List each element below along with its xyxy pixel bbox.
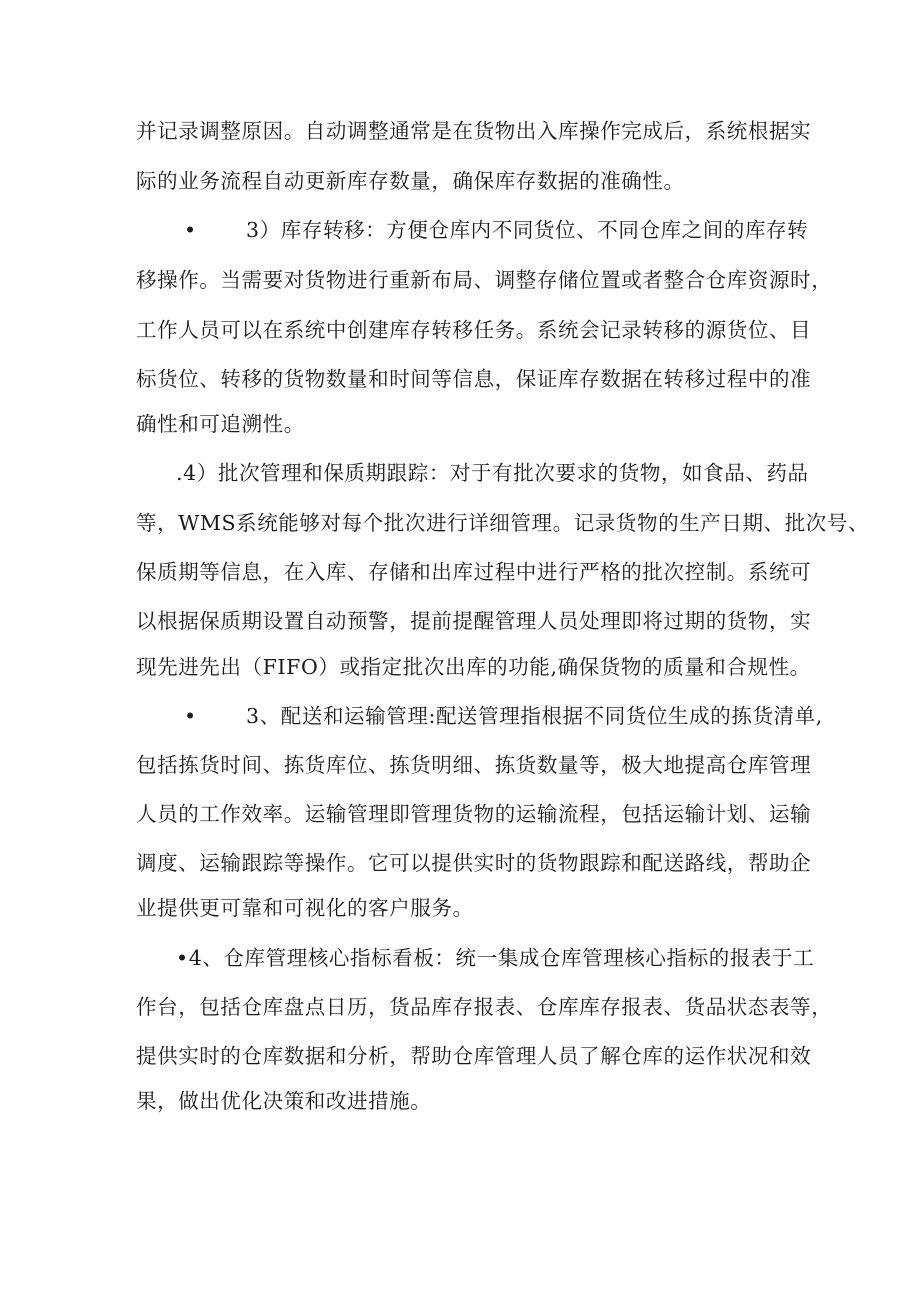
paragraph-4-line-2: 包括拣货时间、拣货库位、拣货明细、拣货数量等，极大地提高仓库管理 — [136, 753, 812, 777]
paragraph-2-line-2: 移操作。当需要对货物进行重新布局、调整存储位置或者整合仓库资源时， — [136, 268, 833, 292]
paragraph-1-line-1: 并记录调整原因。自动调整通常是在货物出入库操作完成后，系统根据实 — [136, 119, 812, 143]
paragraph-4-line-5: 业提供更可靠和可视化的客户服务。 — [136, 896, 474, 920]
paragraph-3-line-3: 保质期等信息，在入库、存储和出库过程中进行严格的批次控制。系统可 — [136, 560, 812, 584]
paragraph-2-line-3: 工作人员可以在系统中创建库存转移任务。系统会记录转移的源货位、目 — [136, 318, 812, 342]
paragraph-4-line-4: 调度、运输跟踪等操作。它可以提供实时的货物跟踪和配送路线，帮助企 — [136, 851, 812, 875]
paragraph-3-line-2: 等，WMS系统能够对每个批次进行详细管理。记录货物的生产日期、批次号、 — [136, 511, 870, 535]
bullet-icon: • — [184, 704, 197, 728]
bullet-icon: • — [184, 218, 197, 242]
paragraph-3-line-5: 现先进先出（FIFO）或指定批次出库的功能,确保货物的质量和合规性。 — [136, 655, 811, 679]
paragraph-1-line-2: 际的业务流程自动更新库存数量，确保库存数据的准确性。 — [136, 169, 685, 193]
paragraph-2-line-5: 确性和可追溯性。 — [136, 412, 305, 436]
paragraph-5-line-2: 作台，包括仓库盘点日历，货品库存报表、仓库库存报表、货品状态表等， — [136, 995, 833, 1019]
paragraph-5-line-3: 提供实时的仓库数据和分析，帮助仓库管理人员了解仓库的运作状况和效 — [136, 1044, 812, 1068]
paragraph-5-line-1: •4、仓库管理核心指标看板：统一集成仓库管理核心指标的报表于工 — [176, 946, 815, 970]
paragraph-4-line-3: 人员的工作效率。运输管理即管理货物的运输流程，包括运输计划、运输 — [136, 802, 812, 826]
paragraph-4-line-1: 3、配送和运输管理:配送管理指根据不同货位生成的拣货清单, — [246, 704, 823, 728]
paragraph-3-line-4: 以根据保质期设置自动预警，提前提醒管理人员处理即将过期的货物，实 — [136, 609, 812, 633]
paragraph-2-line-1: 3）库存转移：方便仓库内不同货位、不同仓库之间的库存转 — [246, 218, 809, 242]
paragraph-2-line-4: 标货位、转移的货物数量和时间等信息，保证库存数据在转移过程中的准 — [136, 367, 812, 391]
paragraph-5-line-4: 果，做出优化决策和改进措施。 — [136, 1089, 432, 1113]
paragraph-3-line-1: .4）批次管理和保质期跟踪：对于有批次要求的货物，如食品、药品 — [176, 461, 809, 485]
